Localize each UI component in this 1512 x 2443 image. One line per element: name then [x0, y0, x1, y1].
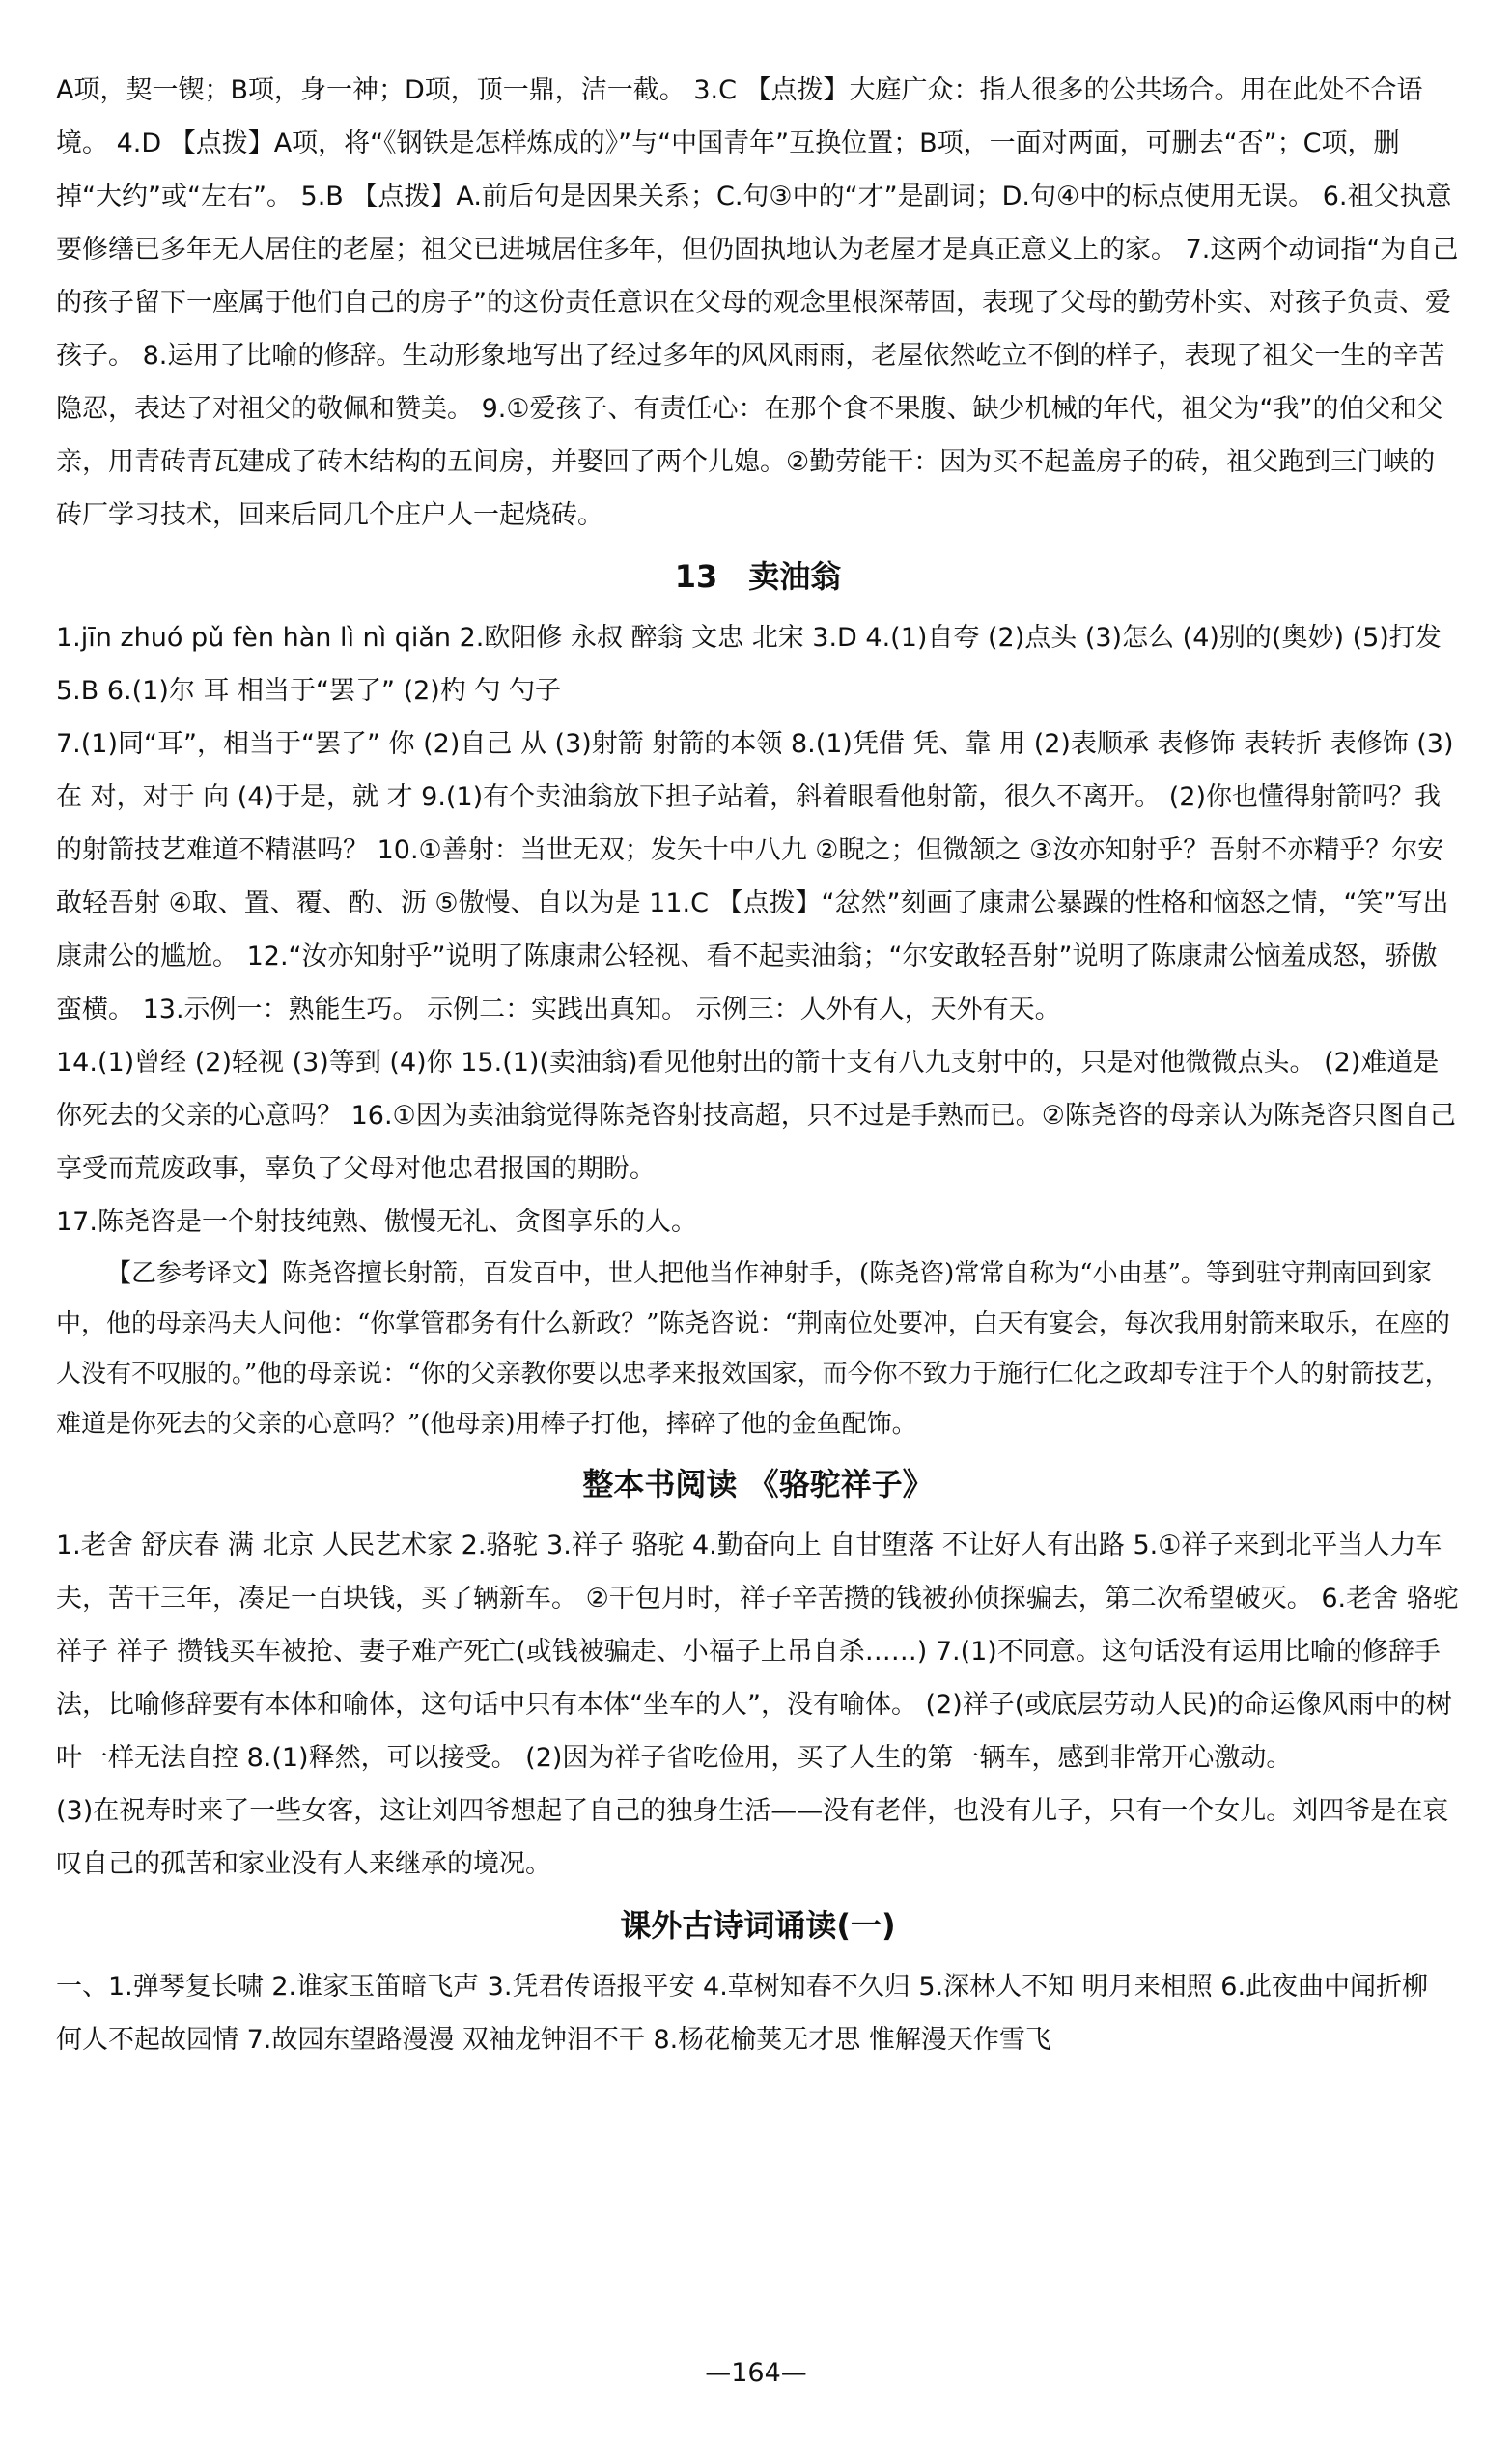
reference-translation: 【乙参考译文】陈尧咨擅长射箭，百发百中，世人把他当作神射手，(陈尧咨)常常自称为“小由基”。等到驻守荆南回到家中，他的母亲冯夫人问他：“你掌管郡务有什么新政？”陈尧咨说：“荆南位处要冲，白天有宴会，每次我用射箭来取乐，在座的人没有不叹服的。”他的母亲说：“你的父亲教你要以忠孝来报效国家，而今你不致力于施行仁化之政却专注于个人的射箭技艺，难道是你死去的父亲的心意吗？”(他母亲)用棒子打他，摔碎了他的金鱼配饰。: [56, 1259, 1450, 1439]
answers-13-part4: 17.陈尧咨是一个射技纯熟、傲慢无礼、贪图享乐的人。: [56, 1207, 697, 1237]
answers-poetry: 一、1.弹琴复长啸 2.谁家玉笛暗飞声 3.凭君传语报平安 4.草树知春不久归 5.深林人不知 明月来相照 6.此夜曲中闻折柳 何人不起故园情 7.故园东望路漫漫 双袖龙钟泪不干 8.杨花榆荚无才思 惟解漫天作雪飞: [56, 1972, 1429, 2055]
section-title-book: 整本书阅读 《骆驼祥子》: [582, 1466, 934, 1502]
answers-13-part1: 1.jīn zhuó pǔ fèn hàn lì nì qiǎn 2.欧阳修 永叔 醉翁 文忠 北宋 3.D 4.(1)自夸 (2)点头 (3)怎么 (4)别的(奥妙) (5)打发 5.B 6.(1)尔 耳 相当于“罢了” (2)杓 勺 勺子: [56, 623, 1442, 706]
answers-13-part2: 7.(1)同“耳”，相当于“罢了” 你 (2)自己 从 (3)射箭 射箭的本领 8.(1)凭借 凭、靠 用 (2)表顺承 表修饰 表转折 表修饰 (3)在 对，对于 向 (4)于是，就 才 9.(1)有个卖油翁放下担子站着，斜着眼看他射箭，很久不离开。 (2)你也懂得射箭吗？我的射箭技艺难道不精湛吗？ 10.①善射：当世无双；发矢十中八九 ②睨之；但微颔之 ③汝亦知射乎？吾射不亦精乎？尔安敢轻吾射 ④取、置、覆、酌、沥 ⑤傲慢、自以为是 11.C 【点拨】“忿然”刻画了康肃公暴躁的性格和恼怒之情，“笑”写出康肃公的尴尬。 12.“汝亦知射乎”说明了陈康肃公轻视、看不起卖油翁；“尔安敢轻吾射”说明了陈康肃公恼羞成怒，骄傲蛮横。 13.示例一：熟能生巧。 示例二：实践出真知。 示例三：人外有人，天外有天。: [56, 729, 1454, 1025]
answers-book-part1: 1.老舍 舒庆春 满 北京 人民艺术家 2.骆驼 3.祥子 骆驼 4.勤奋向上 自甘堕落 不让好人有出路 5.①祥子来到北平当人力车夫，苦干三年，凑足一百块钱，买了辆新车。 ②干包月时，祥子辛苦攒的钱被孙侦探骗去，第二次希望破灭。 6.老舍 骆驼祥子 祥子 攒钱买车被抢、妻子难产死亡(或钱被骗走、小福子上吊自杀……) 7.(1)不同意。这句话没有运用比喻的修辞手法，比喻修辞要有本体和喻体，这句话中只有本体“坐车的人”，没有喻体。 (2)祥子(或底层劳动人民)的命运像风雨中的树叶一样无法自控 8.(1)释然，可以接受。 (2)因为祥子省吃俭用，买了人生的第一辆车，感到非常开心激动。: [56, 1530, 1459, 1773]
page-content: [56, 64, 1460, 2066]
section-title-13: 13 卖油翁: [674, 558, 842, 595]
section-title-poetry: 课外古诗词诵读(一): [620, 1907, 896, 1944]
answers-book-part2: (3)在祝寿时来了一些女客，这让刘四爷想起了自己的独身生活——没有老伴，也没有儿子，只有一个女儿。刘四爷是在哀叹自己的孤苦和家业没有人来继承的境况。: [56, 1796, 1449, 1879]
page-number: —164—: [705, 2358, 807, 2388]
answers-continued: A项，契一锲；B项，身一神；D项，顶一鼎，洁一截。 3.C 【点拨】大庭广众：指人很多的公共场合。用在此处不合语境。 4.D 【点拨】A项，将“《钢铁是怎样炼成的》”与“中国青年”互换位置；B项，一面对两面，可删去“否”；C项，删掉“大约”或“左右”。 5.B 【点拨】A.前后句是因果关系；C.句③中的“才”是副词；D.句④中的标点使用无误。 6.祖父执意要修缮已多年无人居住的老屋；祖父已进城居住多年，但仍固执地认为老屋才是真正意义上的家。 7.这两个动词指“为自己的孩子留下一座属于他们自己的房子”的这份责任意识在父母的观念里根深蒂固，表现了父母的勤劳朴实、对孩子负责、爱孩子。 8.运用了比喻的修辞。生动形象地写出了经过多年的风风雨雨，老屋依然屹立不倒的样子，表现了祖父一生的辛苦隐忍，表达了对祖父的敬佩和赞美。 9.①爱孩子、有责任心：在那个食不果腹、缺少机械的年代，祖父为“我”的伯父和父亲，用青砖青瓦建成了砖木结构的五间房，并娶回了两个儿媳。②勤劳能干：因为买不起盖房子的砖，祖父跑到三门峡的砖厂学习技术，回来后同几个庄户人一起烧砖。: [56, 75, 1459, 530]
answers-13-part3: 14.(1)曾经 (2)轻视 (3)等到 (4)你 15.(1)(卖油翁)看见他射出的箭十支有八九支射中的，只是对他微微点头。 (2)难道是你死去的父亲的心意吗？ 16.①因为卖油翁觉得陈尧咨射技高超，只不过是手熟而已。②陈尧咨的母亲认为陈尧咨只图自己享受而荒废政事，辜负了父母对他忠君报国的期盼。: [56, 1048, 1456, 1184]
